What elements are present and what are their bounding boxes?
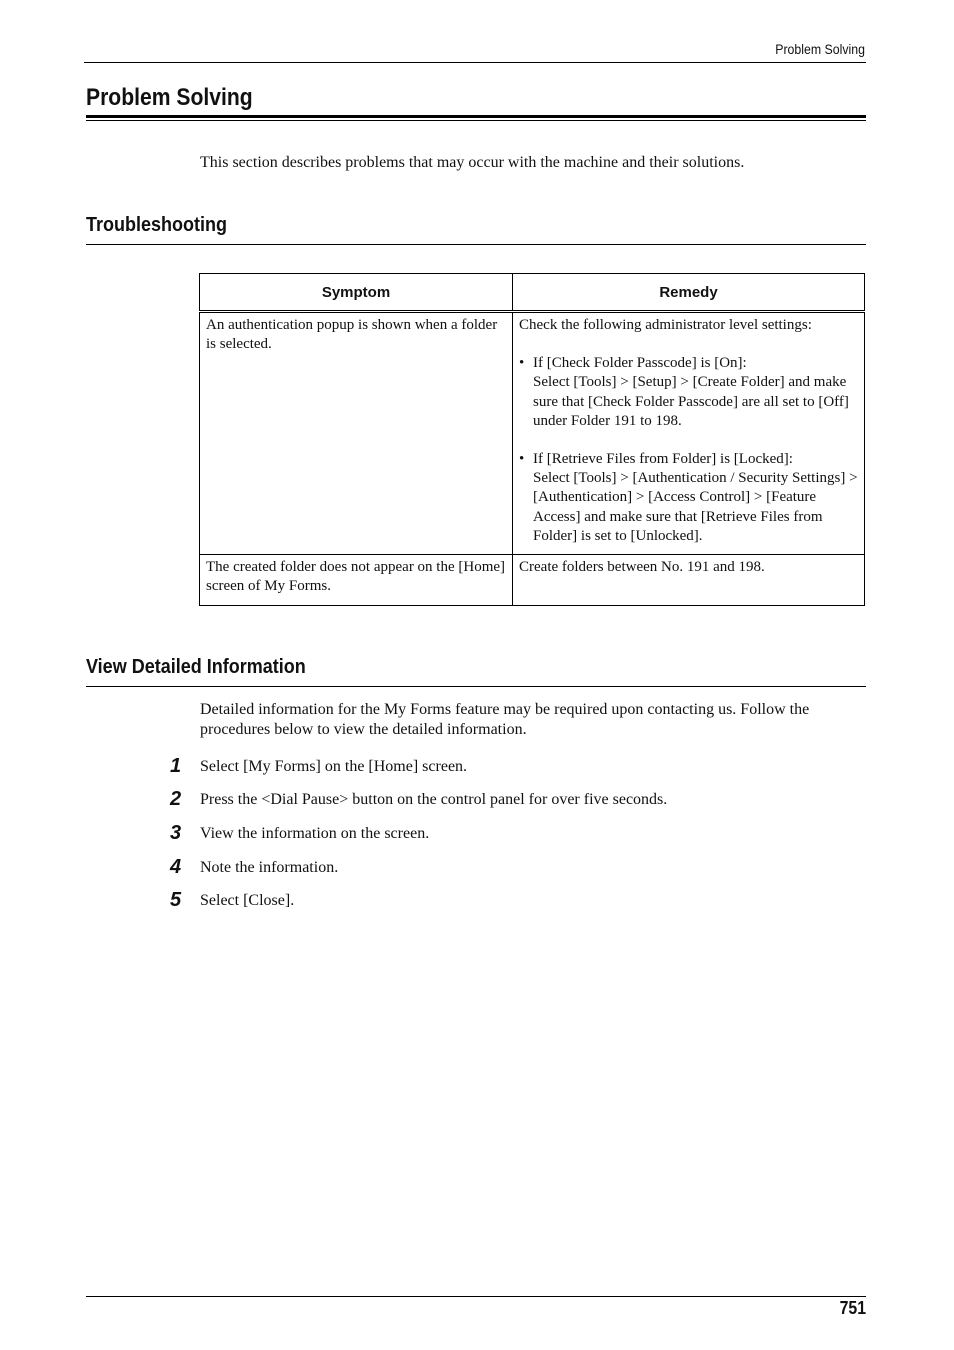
symptom-cell: An authentication popup is shown when a folder is selected. (200, 312, 513, 555)
table-row (200, 312, 865, 555)
detail-divider (86, 686, 866, 687)
remedy-cell (513, 312, 865, 555)
step-number: 4 (170, 856, 182, 878)
bullet-condition: If [Retrieve Files from Folder] is [Locked]: (533, 451, 793, 468)
bullet-instruction: Select [Tools] > [Authentication / Security Settings] > [Authentication] > [Access Control] > [Feature Access] and make sure that [Retrieve Files from Folder] is set to [Unlocked]. (533, 470, 858, 544)
troubleshooting-heading: Troubleshooting (86, 214, 227, 236)
column-header-symptom: Symptom (200, 274, 513, 312)
bullet-icon: • (519, 355, 525, 372)
step-text: Press the <Dial Pause> button on the control panel for over five seconds. (200, 791, 668, 808)
remedy-cell: Create folders between No. 191 and 198. (513, 555, 865, 606)
detail-heading: View Detailed Information (86, 656, 306, 678)
bullet-condition: If [Check Folder Passcode] is [On]: (533, 355, 747, 372)
remedy-intro: Check the following administrator level settings: (519, 317, 812, 333)
header-divider (84, 62, 866, 63)
troubleshooting-table (199, 273, 865, 606)
table-header-row (200, 274, 865, 312)
step-number: 5 (170, 889, 182, 911)
footer-divider (86, 1296, 866, 1297)
remedy-bullet (519, 354, 860, 431)
page-number: 751 (839, 1298, 866, 1318)
running-header: Problem Solving (775, 41, 865, 57)
step-number: 3 (170, 822, 182, 844)
step-text: View the information on the screen. (200, 825, 430, 842)
step-number: 2 (170, 788, 182, 810)
symptom-cell: The created folder does not appear on the [Home] screen of My Forms. (200, 555, 513, 606)
bullet-instruction: Select [Tools] > [Setup] > [Create Folder] and make sure that [Check Folder Passcode] are all set to [Off] under Folder 191 to 198. (533, 374, 849, 429)
step-text: Select [Close]. (200, 892, 295, 909)
troubleshooting-divider (86, 244, 866, 245)
step-number: 1 (170, 755, 182, 777)
step-text: Select [My Forms] on the [Home] screen. (200, 758, 468, 775)
detail-description: Detailed information for the My Forms feature may be required upon contacting us. Follow the procedures below to view the detailed information. (200, 701, 810, 738)
column-header-remedy: Remedy (513, 274, 865, 312)
remedy-bullet (519, 450, 860, 546)
intro-paragraph: This section describes problems that may occur with the machine and their solutions. (200, 154, 745, 171)
title-underline (86, 115, 866, 118)
table-row (200, 555, 865, 606)
page-title: Problem Solving (86, 84, 253, 111)
bullet-icon: • (519, 451, 525, 468)
step-text: Note the information. (200, 859, 339, 876)
title-underline-thin (86, 120, 866, 121)
